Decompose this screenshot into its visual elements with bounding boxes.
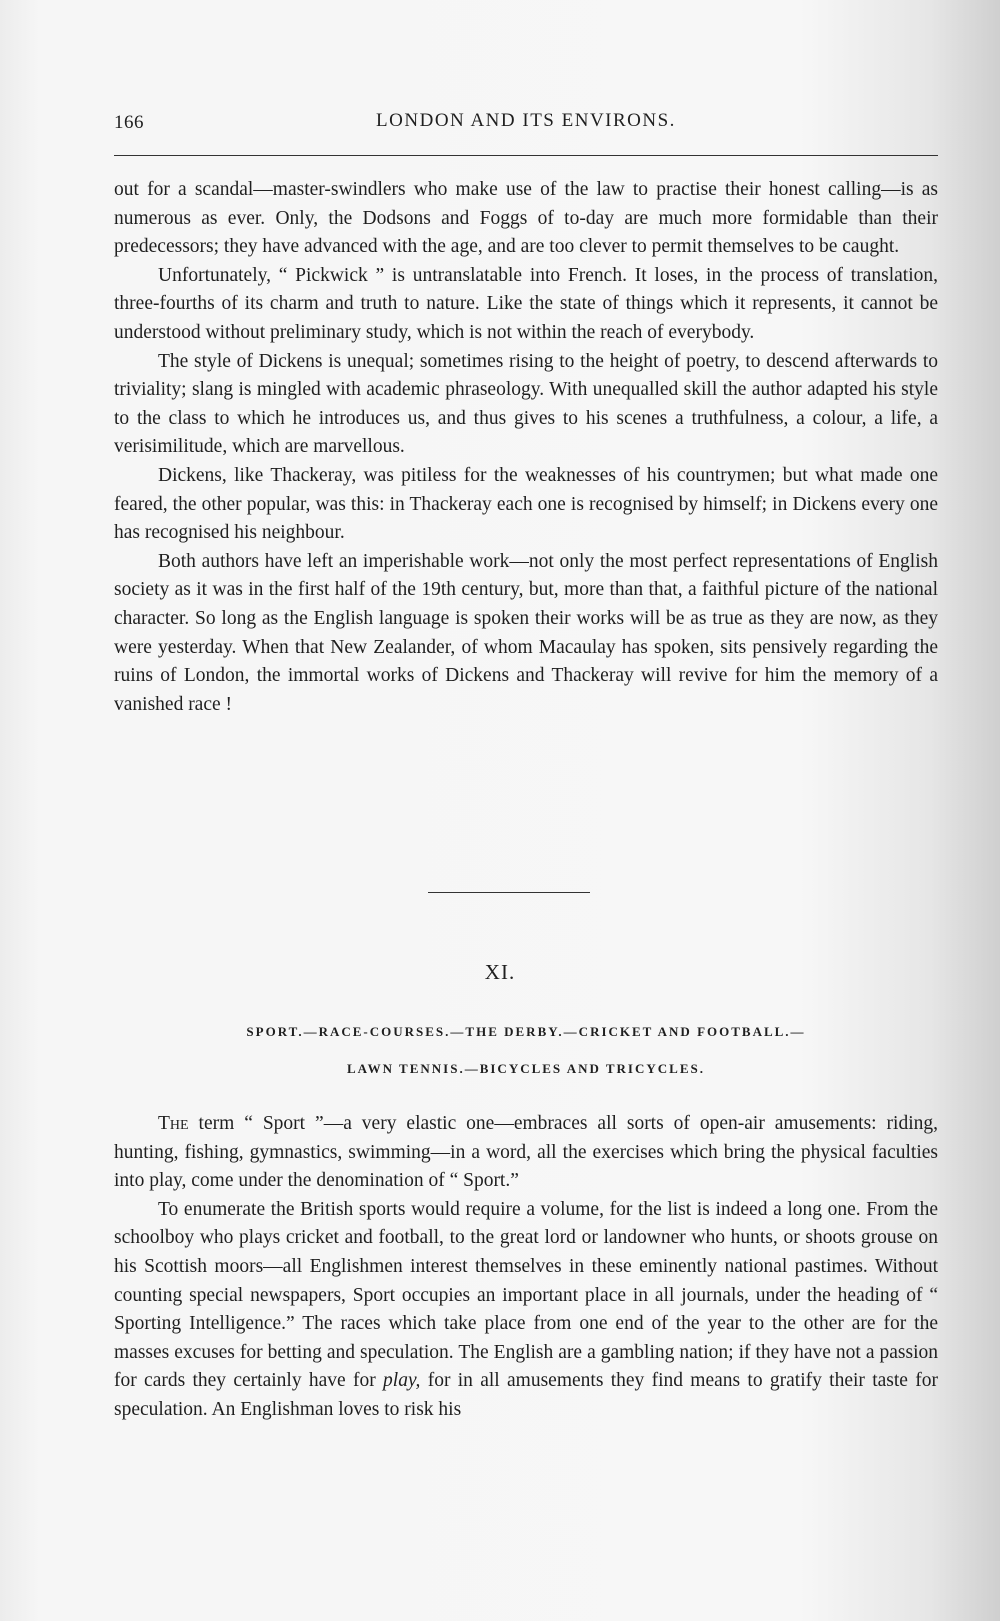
chapter-subtitle-line-2: LAWN TENNIS.—BICYCLES AND TRICYCLES. xyxy=(347,1061,705,1076)
paragraph-sport-term-text: term “ Sport ”—a very elastic one—embraces all sorts of open-air amusements: riding, hunting, fishing, gymnastics, swimming—in a word, all the exercises which bring the physical faculties into play, come under the denomination of “ Sport.” xyxy=(114,1113,938,1192)
paragraph-sport-term xyxy=(114,1110,938,1196)
paragraph-british-sports xyxy=(114,1196,938,1425)
paragraph-british-sports-text: To enumerate the British sports would require a volume, for the list is indeed a long one. From the schoolboy who plays cricket and football, to the great lord or landowner who hunts, or shoots grouse on his Scottish moors—all Englishmen interest themselves in these eminently national pastimes. Without counting special newspapers, Sport occupies an important place in all journals, under the heading of “ Sporting Intelligence.” The races which take place from one end of the year to the other are for the masses excuses for betting and speculation. The English are a gambling nation; if they have not a passion for cards they certainly have for xyxy=(114,1198,938,1392)
italic-word-play: play, xyxy=(383,1370,421,1392)
paragraph-both-authors: Both authors have left an imperishable work—not only the most perfect representations of English society as it was in the first half of the 19th century, but, more than that, a faithful picture of the national character. So long as the English language is spoken their works will be as true as they are now, as they were yesterday. When that New Zealander, of whom Macaulay has spoken, sits pensively regarding the ruins of London, the immortal works of Dickens and Thackeray will revive for him the memory of a vanished race ! xyxy=(114,550,938,715)
header-rule xyxy=(114,155,938,156)
paragraph-lead-word: The xyxy=(158,1113,189,1134)
chapter-number: XI. xyxy=(484,960,516,984)
paragraph-british-sports-end: for in all amusements they find means to gratify their taste for speculation. An Englishman loves to risk his xyxy=(114,1370,938,1420)
paragraph-continuation: out for a scandal—master-swindlers who make use of the law to practise their honest calling—is as numerous as ever. Only, the Dodsons and Foggs of to-day are much more formidable than their predecessors; they have advanced with the age, and are too clever to permit themselves to be caught. xyxy=(114,179,938,258)
bottom-text-block xyxy=(114,1110,938,1425)
running-title: LONDON AND ITS ENVIRONS. xyxy=(376,110,676,131)
page-number: 166 xyxy=(114,112,144,133)
paragraph-dickens-thackeray: Dickens, like Thackeray, was pitiless for the weaknesses of his countrymen; but what made one feared, the other popular, was this: in Thackeray each one is recognised by himself; in Dickens every one has recognised his neighbour. xyxy=(114,464,938,544)
chapter-subtitle-line-1: SPORT.—RACE-COURSES.—THE DERBY.—CRICKET AND FOOTBALL.— xyxy=(246,1024,806,1039)
paragraph-pickwick: Unfortunately, “ Pickwick ” is untranslatable into French. It loses, in the process of translation, three-fourths of its charm and truth to nature. Like the state of things which it represents, it cannot be understood without preliminary study, which is not within the reach of everybody. xyxy=(114,264,938,343)
running-head xyxy=(114,108,938,138)
section-divider xyxy=(428,892,590,893)
top-text-block xyxy=(114,176,938,719)
paragraph-dickens-style: The style of Dickens is unequal; sometimes rising to the height of poetry, to descend afterwards to triviality; slang is mingled with academic phraseology. With unequalled skill the author adapted his style to the class to which he introduces us, and thus gives to his scenes a truthfulness, a colour, a life, a verisimilitude, which are marvellous. xyxy=(114,350,938,458)
